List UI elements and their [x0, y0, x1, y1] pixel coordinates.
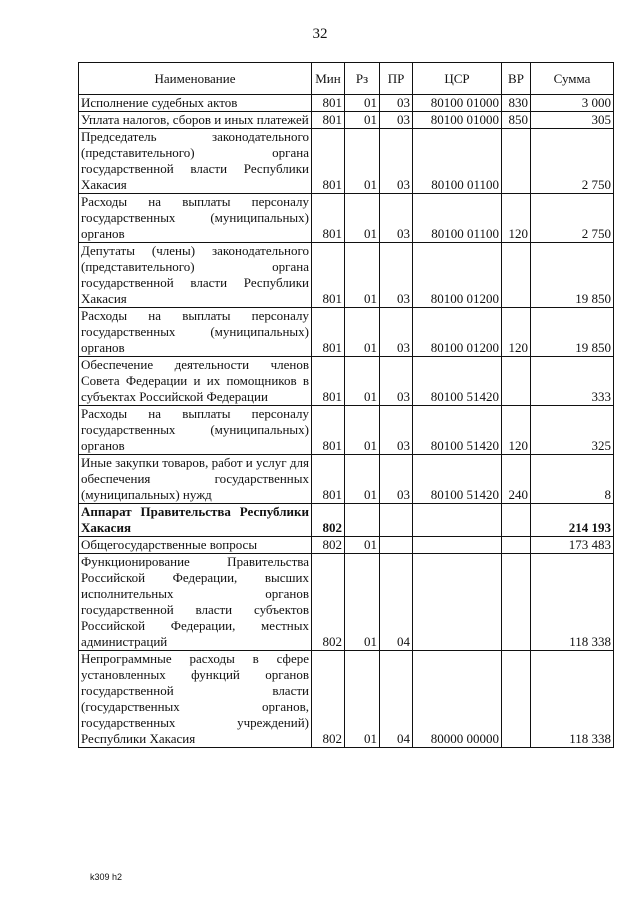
cell-min: 801 — [312, 357, 345, 406]
cell-csr: 80100 51420 — [413, 455, 502, 504]
table-row — [79, 537, 614, 554]
cell-rz: 01 — [345, 537, 380, 554]
cell-min: 801 — [312, 406, 345, 455]
cell-csr: 80100 01200 — [413, 308, 502, 357]
cell-min: 801 — [312, 129, 345, 194]
cell-sum: 118 338 — [531, 554, 614, 651]
page-number: 32 — [312, 26, 328, 42]
cell-rz: 01 — [345, 357, 380, 406]
cell-pr: 03 — [380, 357, 413, 406]
header-rz: Рз — [345, 63, 380, 95]
cell-name: Функционирование Правительства Российской Федерации, высших исполнительных органов государственной власти субъектов Российской Федерации, местных администраций — [79, 554, 312, 651]
cell-sum: 2 750 — [531, 194, 614, 243]
header-pr: ПР — [380, 63, 413, 95]
cell-rz: 01 — [345, 308, 380, 357]
table-row — [79, 554, 614, 651]
cell-rz: 01 — [345, 651, 380, 748]
cell-name: Непрограммные расходы в сфере установленных функций органов государственной власти (государственных органов, государственных учреждений) Республики Хакасия — [79, 651, 312, 748]
cell-sum: 118 338 — [531, 651, 614, 748]
cell-min: 801 — [312, 95, 345, 112]
cell-sum: 19 850 — [531, 243, 614, 308]
cell-sum: 8 — [531, 455, 614, 504]
cell-pr — [380, 537, 413, 554]
cell-name: Иные закупки товаров, работ и услуг для обеспечения государственных (муниципальных) нужд — [79, 455, 312, 504]
cell-pr: 03 — [380, 243, 413, 308]
cell-vr: 240 — [502, 455, 531, 504]
cell-name: Исполнение судебных актов — [79, 95, 312, 112]
cell-pr: 04 — [380, 651, 413, 748]
cell-rz: 01 — [345, 554, 380, 651]
cell-pr: 03 — [380, 194, 413, 243]
footer-code: k309 h2 — [90, 872, 123, 882]
cell-rz: 01 — [345, 95, 380, 112]
cell-rz: 01 — [345, 129, 380, 194]
cell-rz: 01 — [345, 243, 380, 308]
table-row — [79, 194, 614, 243]
cell-min: 801 — [312, 308, 345, 357]
table-row — [79, 455, 614, 504]
cell-sum: 3 000 — [531, 95, 614, 112]
cell-min: 801 — [312, 194, 345, 243]
table-header-row — [79, 63, 614, 95]
cell-rz: 01 — [345, 194, 380, 243]
cell-pr: 03 — [380, 406, 413, 455]
cell-name: Обеспечение деятельности членов Совета Федерации и их помощников в субъектах Российской Федерации — [79, 357, 312, 406]
table-row — [79, 112, 614, 129]
table-row — [79, 308, 614, 357]
cell-vr — [502, 243, 531, 308]
cell-rz: 01 — [345, 112, 380, 129]
cell-sum: 19 850 — [531, 308, 614, 357]
cell-vr: 830 — [502, 95, 531, 112]
cell-csr — [413, 554, 502, 651]
cell-name: Расходы на выплаты персоналу государственных (муниципальных) органов — [79, 406, 312, 455]
cell-vr: 120 — [502, 308, 531, 357]
cell-sum: 173 483 — [531, 537, 614, 554]
cell-csr: 80100 01100 — [413, 129, 502, 194]
cell-csr: 80100 51420 — [413, 406, 502, 455]
header-vr: ВР — [502, 63, 531, 95]
cell-csr: 80000 00000 — [413, 651, 502, 748]
cell-vr — [502, 651, 531, 748]
cell-vr: 120 — [502, 194, 531, 243]
cell-name: Депутаты (члены) законодательного (представительного) органа государственной власти Республики Хакасия — [79, 243, 312, 308]
table-row — [79, 504, 614, 537]
cell-pr: 03 — [380, 112, 413, 129]
cell-name: Председатель законодательного (представительного) органа государственной власти Республики Хакасия — [79, 129, 312, 194]
cell-min: 802 — [312, 537, 345, 554]
table-row — [79, 129, 614, 194]
cell-csr: 80100 01000 — [413, 112, 502, 129]
cell-min: 801 — [312, 455, 345, 504]
cell-vr — [502, 357, 531, 406]
header-csr: ЦСР — [413, 63, 502, 95]
cell-csr: 80100 01100 — [413, 194, 502, 243]
cell-pr — [380, 504, 413, 537]
cell-sum: 214 193 — [531, 504, 614, 537]
table-row — [79, 406, 614, 455]
cell-min: 802 — [312, 504, 345, 537]
cell-min: 802 — [312, 554, 345, 651]
cell-sum: 2 750 — [531, 129, 614, 194]
cell-name: Аппарат Правительства Республики Хакасия — [79, 504, 312, 537]
cell-sum: 325 — [531, 406, 614, 455]
cell-csr: 80100 51420 — [413, 357, 502, 406]
table-row — [79, 243, 614, 308]
cell-vr — [502, 129, 531, 194]
table-row — [79, 651, 614, 748]
header-name: Наименование — [79, 63, 312, 95]
table-row — [79, 95, 614, 112]
cell-vr — [502, 554, 531, 651]
cell-vr: 120 — [502, 406, 531, 455]
cell-vr — [502, 504, 531, 537]
header-min: Мин — [312, 63, 345, 95]
cell-min: 801 — [312, 243, 345, 308]
cell-rz: 01 — [345, 406, 380, 455]
cell-name: Общегосударственные вопросы — [79, 537, 312, 554]
table-row — [79, 357, 614, 406]
cell-vr: 850 — [502, 112, 531, 129]
cell-csr: 80100 01000 — [413, 95, 502, 112]
cell-min: 801 — [312, 112, 345, 129]
cell-rz: 01 — [345, 455, 380, 504]
cell-sum: 333 — [531, 357, 614, 406]
cell-rz — [345, 504, 380, 537]
cell-name: Уплата налогов, сборов и иных платежей — [79, 112, 312, 129]
cell-csr — [413, 504, 502, 537]
cell-sum: 305 — [531, 112, 614, 129]
cell-pr: 03 — [380, 308, 413, 357]
cell-csr — [413, 537, 502, 554]
cell-name: Расходы на выплаты персоналу государственных (муниципальных) органов — [79, 194, 312, 243]
cell-pr: 03 — [380, 455, 413, 504]
table-body — [79, 95, 614, 748]
cell-pr: 03 — [380, 95, 413, 112]
cell-min: 802 — [312, 651, 345, 748]
cell-name: Расходы на выплаты персоналу государственных (муниципальных) органов — [79, 308, 312, 357]
cell-csr: 80100 01200 — [413, 243, 502, 308]
header-sum: Сумма — [531, 63, 614, 95]
budget-table — [78, 62, 614, 748]
cell-vr — [502, 537, 531, 554]
cell-pr: 04 — [380, 554, 413, 651]
cell-pr: 03 — [380, 129, 413, 194]
